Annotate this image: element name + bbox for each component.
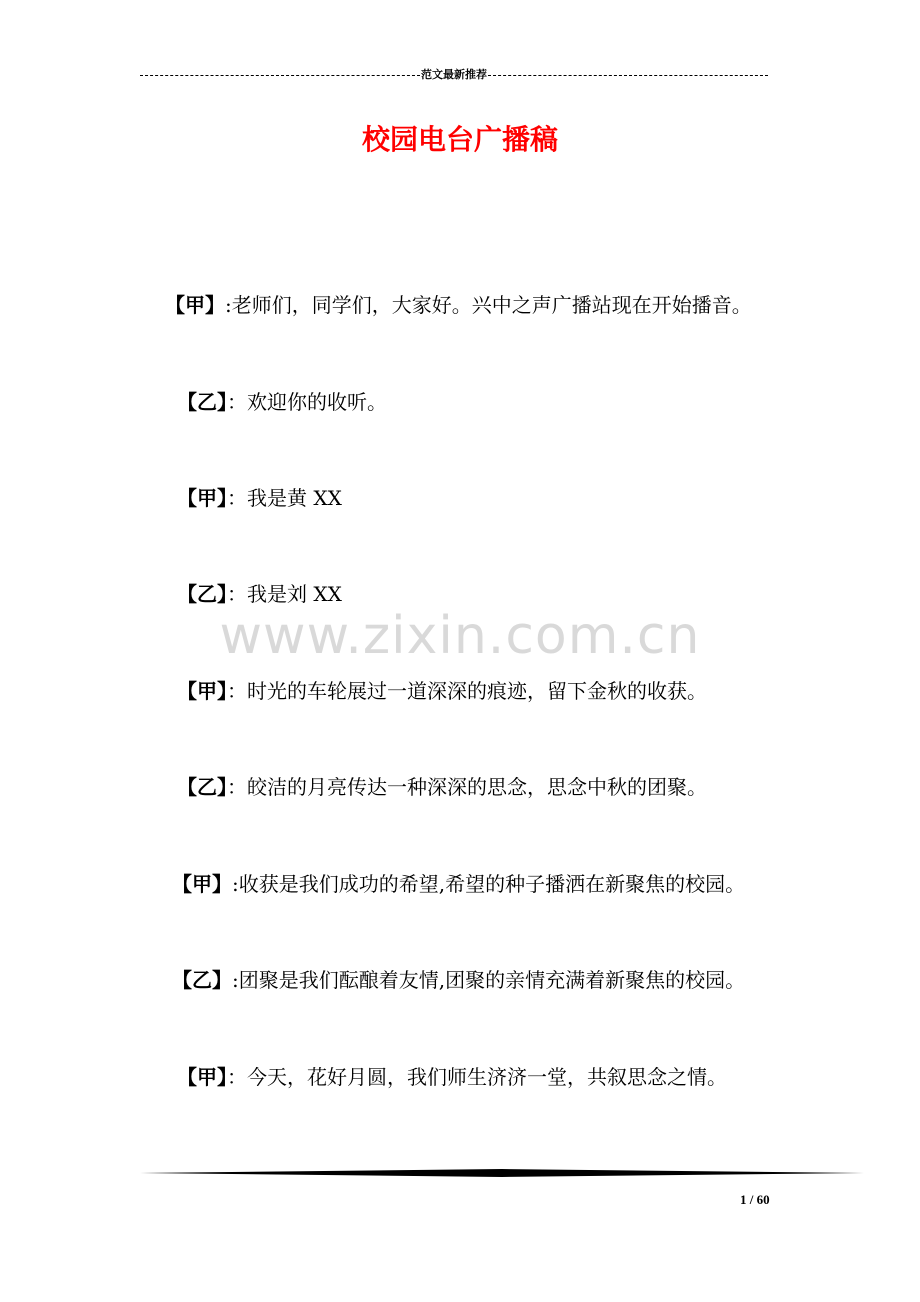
speaker-label: 【乙】 (177, 390, 227, 414)
dialogue-text: ：欢迎你的收听。 (227, 390, 387, 414)
dialogue-text: :收获是我们成功的希望,希望的种子播洒在新聚焦的校园。 (232, 872, 746, 896)
page-number: 1 / 60 (740, 1192, 770, 1207)
speaker-label: 【甲】 (177, 486, 227, 510)
header-dash-left (140, 75, 420, 76)
dialogue-line (177, 484, 920, 512)
dialogue-text: ：皎洁的月亮传达一种深深的思念，思念中秋的团聚。 (227, 775, 707, 799)
header-label: 范文最新推荐 (421, 68, 487, 81)
dialogue-line (165, 291, 920, 319)
speaker-label: 【乙】 (172, 968, 232, 992)
dialogue-line (177, 773, 920, 801)
dialogue-line (172, 870, 920, 898)
dialogue-line (177, 388, 920, 416)
speaker-label: 【乙】 (177, 582, 227, 606)
speaker-label: 【甲】 (177, 1065, 227, 1089)
dialogue-text: :老师们，同学们，大家好。兴中之声广播站现在开始播音。 (225, 293, 752, 317)
dialogue-text: ：我是刘 XX (227, 582, 342, 606)
dialogue-text: :团聚是我们酝酿着友情,团聚的亲情充满着新聚焦的校园。 (232, 968, 746, 992)
footer-rule (140, 1166, 864, 1180)
watermark-text: www.zixin.com.cn (219, 606, 701, 666)
dialogue-text: ：今天，花好月圆，我们师生济济一堂，共叙思念之情。 (227, 1065, 727, 1089)
dialogue-line (172, 966, 920, 994)
speaker-label: 【甲】 (165, 293, 225, 317)
dialogue-line (177, 1063, 920, 1091)
document-title: 校园电台广播稿 (361, 123, 558, 156)
speaker-label: 【甲】 (172, 872, 232, 896)
page-header (140, 68, 768, 82)
speaker-label: 【乙】 (177, 775, 227, 799)
dialogue-text: ：时光的车轮展过一道深深的痕迹，留下金秋的收获。 (227, 679, 707, 703)
dialogue-line (177, 677, 920, 705)
header-dash-right (488, 75, 768, 76)
dialogue-text: ：我是黄 XX (227, 486, 342, 510)
speaker-label: 【甲】 (177, 679, 227, 703)
